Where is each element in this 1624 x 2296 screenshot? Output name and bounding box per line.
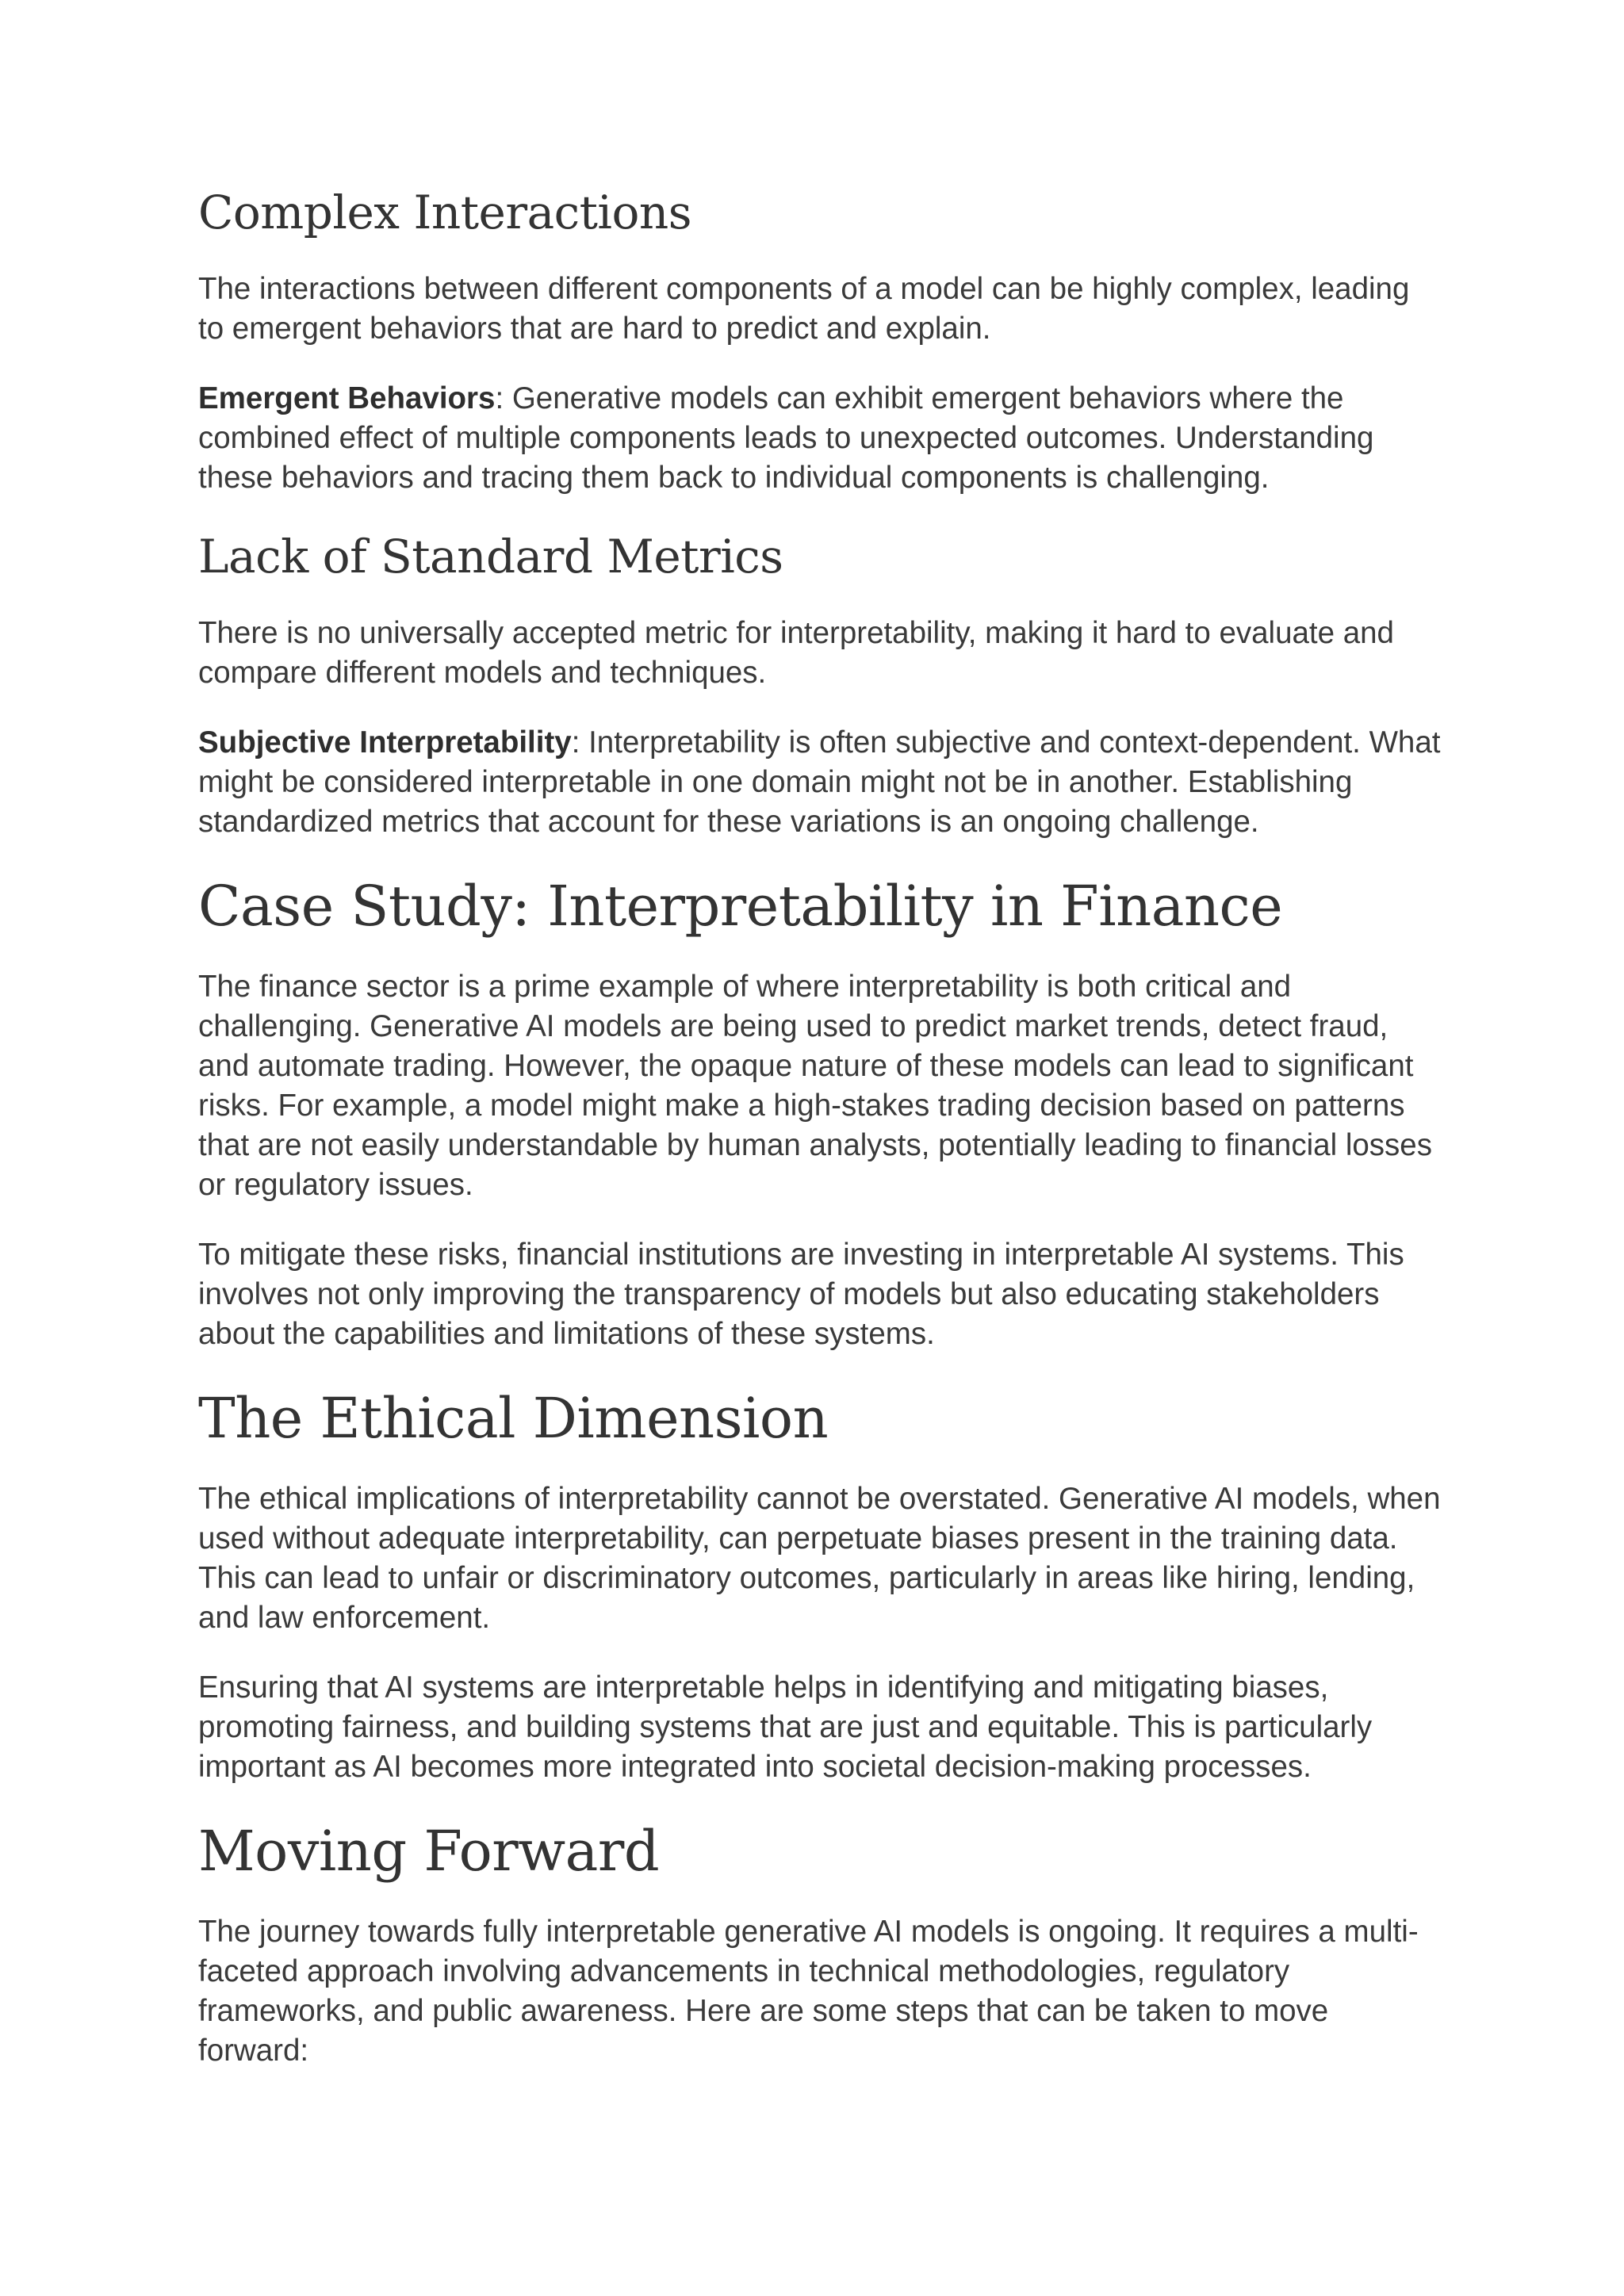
section-heading: Moving Forward (198, 1819, 660, 1884)
paragraph: The interactions between different components of a model can be highly complex, leading to emergent behaviors that are hard to predict and explain. (198, 272, 1410, 346)
definition-paragraph (198, 723, 1443, 842)
paragraph: Ensuring that AI systems are interpretable helps in identifying and mitigating biases, promoting fairness, and building systems that are just and equitable. This is particularly important as AI becomes more integrated into societal decision-making processes. (198, 1670, 1373, 1784)
section-complex-interactions (198, 184, 1443, 498)
paragraph: The finance sector is a prime example of where interpretability is both critical and challenging. Generative AI models are being used to predict market trends, detect fraud, and automate trading. However, the opaque nature of these models can lead to significant risks. For example, a model might make a high-stakes trading decision based on patterns that are not easily understandable by human analysts, potentially leading to financial losses or regulatory issues. (198, 970, 1432, 1202)
paragraph: There is no universally accepted metric for interpretability, making it hard to evaluate and compare different models and techniques. (198, 616, 1394, 690)
term-description: : Interpretability is often subjective and context-dependent. What might be considered interpretable in one domain might not be in another. Establishing standardized metrics that account for these variations is an ongoing challenge. (198, 725, 1441, 839)
section-heading: Complex Interactions (198, 186, 692, 239)
document-page (198, 184, 1443, 2076)
term-description: : Generative models can exhibit emergent behaviors where the combined effect of multiple components leads to unexpected outcomes. Understanding these behaviors and tracing them back to individual components is challenging. (198, 381, 1374, 495)
paragraph: The ethical implications of interpretability cannot be overstated. Generative AI models, when used without adequate interpretability, can perpetuate biases present in the training data. This can lead to unfair or discriminatory outcomes, particularly in areas like hiring, lending, and law enforcement. (198, 1482, 1441, 1635)
section-heading: Case Study: Interpretability in Finance (198, 874, 1283, 939)
section-ethical-dimension (198, 1384, 1443, 1787)
section-moving-forward (198, 1817, 1443, 2071)
definition-paragraph (198, 379, 1443, 498)
paragraph: The journey towards fully interpretable generative AI models is ongoing. It requires a multi-faceted approach involving advancements in technical methodologies, regulatory frameworks, and public awareness. Here are some steps that can be taken to move forward: (198, 1915, 1419, 2068)
section-standard-metrics (198, 528, 1443, 842)
section-case-study-finance (198, 872, 1443, 1354)
section-heading: The Ethical Dimension (198, 1386, 829, 1451)
term-label: Emergent Behaviors (198, 381, 496, 415)
section-heading: Lack of Standard Metrics (198, 530, 783, 584)
paragraph: To mitigate these risks, financial institutions are investing in interpretable AI systems. This involves not only improving the transparency of models but also educating stakeholders about the capabilities and limitations of these systems. (198, 1238, 1404, 1351)
term-label: Subjective Interpretability (198, 725, 572, 760)
